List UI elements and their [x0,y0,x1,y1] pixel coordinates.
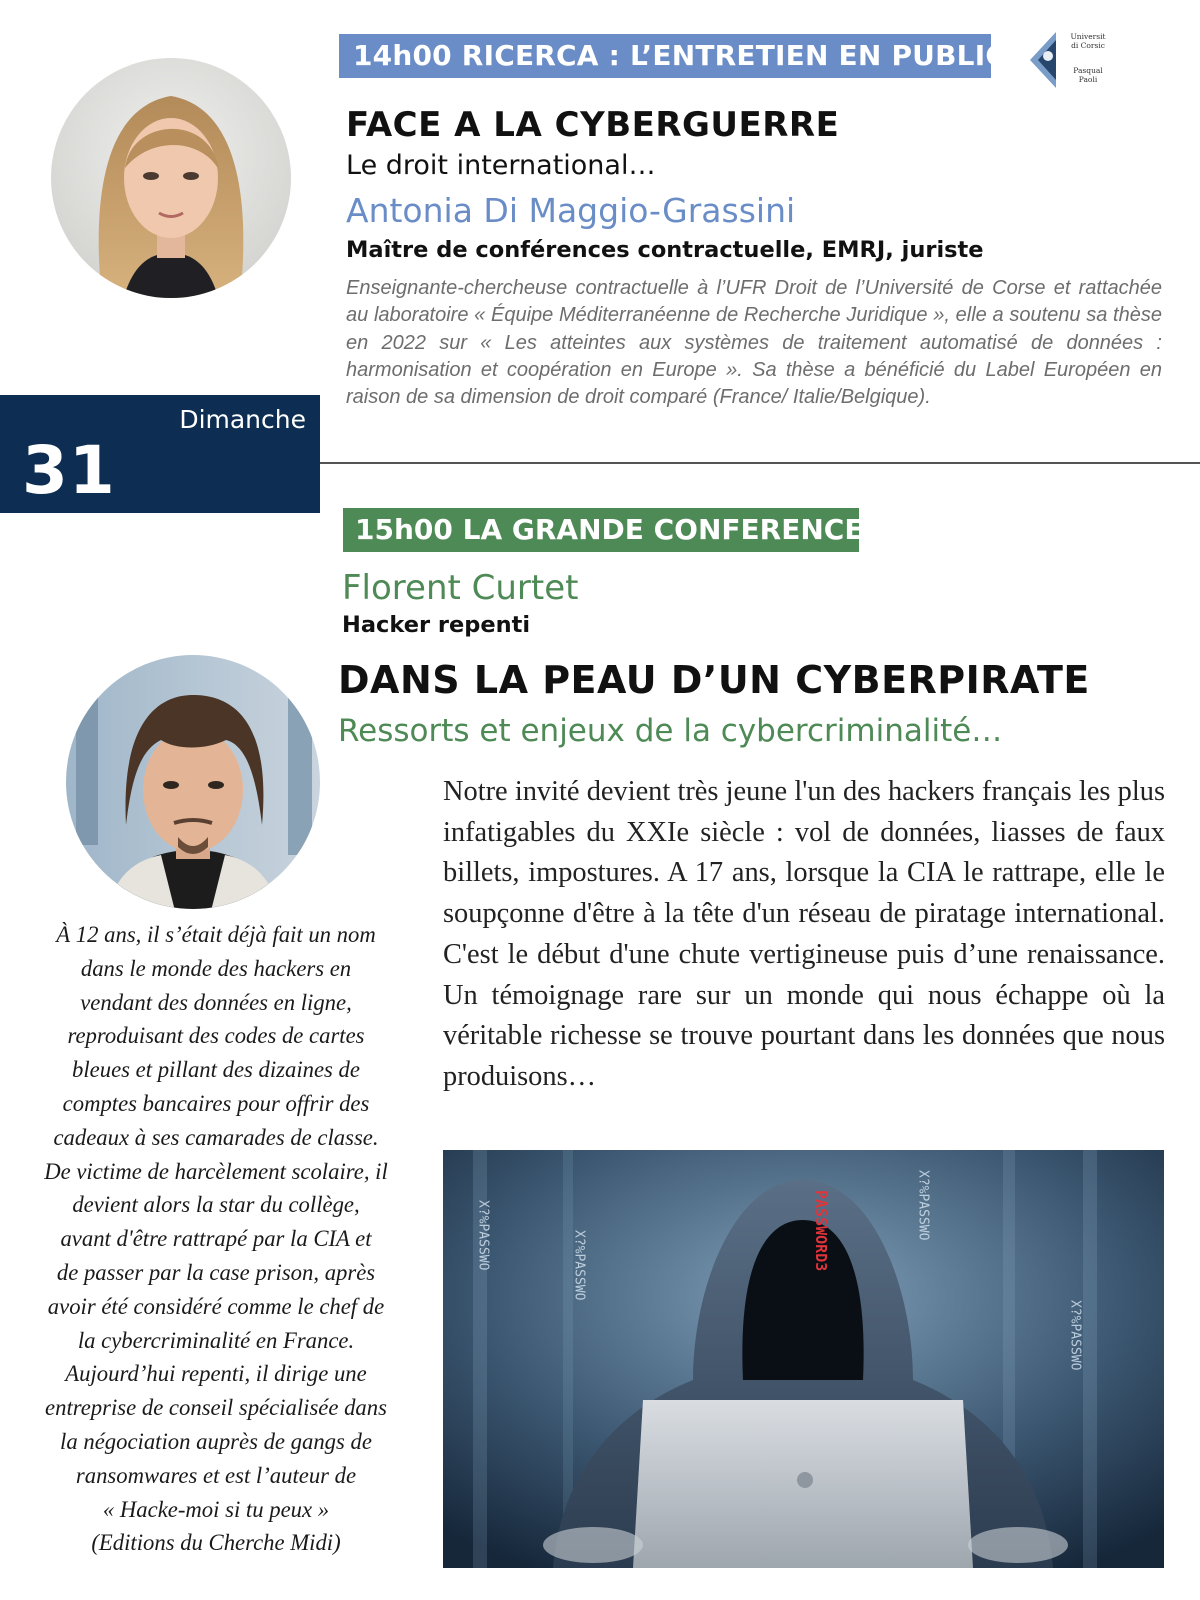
image-column-text: X?%PASSWO [915,1170,931,1241]
university-logo [1028,30,1118,90]
quote-line: avoir été considéré comme le chef de [47,1293,385,1319]
session2-subtitle: Ressorts et enjeux de la cybercriminalité… [338,713,1003,749]
speaker1-portrait [51,58,291,298]
image-column-text: X?%PASSWO [571,1230,587,1301]
quote-line: ransomwares et est l’auteur de [75,1462,357,1488]
logo-line-2: di Corsic [1071,41,1105,50]
quote-line: vendant des données en ligne, [80,989,352,1015]
quote-line: À 12 ans, il s’était déjà fait un nom [56,922,376,947]
image-column-text: X?%PASSWO [475,1200,491,1271]
quote-line: De victime de harcèlement scolaire, il [44,1158,388,1184]
quote-line: comptes bancaires pour offrir des [62,1090,370,1116]
speaker2-quote [16,918,416,1560]
speaker2-role: Hacker repenti [342,612,531,638]
quote-line: Aujourd’hui repenti, il dirige une [65,1361,367,1387]
quote-line: bleues et pillant des dizaines de [72,1057,360,1083]
quote-line: « Hacke-moi si tu peux » [102,1496,330,1522]
quote-line: la négociation auprès de gangs de [60,1428,372,1454]
quote-line: entreprise de conseil spécialisée dans [45,1395,387,1421]
session1-time-tag: 14h00 RICERCA : L’ENTRETIEN EN PUBLIC [339,34,991,78]
image-red-text: PASSWORD3 [812,1190,830,1272]
session1-subtitle: Le droit international… [346,150,656,181]
quote-line: dans le monde des hackers en [80,955,352,981]
quote-line: devient alors la star du collège, [72,1192,360,1218]
session2-time-tag: 15h00 LA GRANDE CONFERENCE [343,508,859,552]
speaker1-role: Maître de conférences contractuelle, EMRJ, juriste [346,237,984,263]
hacker-photo [443,1150,1164,1568]
logo-line-4: Paoli [1078,75,1098,84]
speaker1-name: Antonia Di Maggio-Grassini [346,191,796,230]
section-divider [320,462,1200,464]
speaker2-name: Florent Curtet [342,568,579,608]
speaker2-portrait [66,655,320,909]
event-date-box [0,395,320,581]
quote-line: de passer par la case prison, après [56,1259,376,1285]
quote-line: cadeaux à ses camarades de classe. [53,1124,379,1150]
event-date: 31 mars [22,432,212,581]
session2-title: DANS LA PEAU D’UN CYBERPIRATE [338,658,1090,702]
logo-emblem-icon [1028,32,1058,88]
quote-line: reproduisant des codes de cartes [67,1023,365,1049]
quote-line: (Editions du Cherche Midi) [91,1530,341,1556]
session2-description: Notre invité devient très jeune l'un des hackers français les plus infatigables du XXIe siècle : vol de données, liasses de faux billets, impostures. A 17 ans, lorsque la CIA le rattrape, elle le soupçonne d'être à la tête d'un réseau de piratage international. C'est le début d'une chute vertigineuse puis d’une renaissance. Un témoignage rare sur un monde qui nous échappe où la véritable richesse se trouve pourtant dans les données que nous produisons… [443,776,1165,1092]
quote-line: la cybercriminalité en France. [77,1327,355,1353]
logo-line-3: Pasqual [1073,66,1103,75]
quote-line: avant d'être rattrapé par la CIA et [60,1226,372,1252]
session1-title: FACE A LA CYBERGUERRE [346,105,840,145]
image-column-text: X?%PASSWO [1067,1300,1083,1371]
speaker1-bio: Enseignante-chercheuse contractuelle à l’UFR Droit de l’Université de Corse et rattachée au laboratoire « Équipe Méditerranéenne de Recherche Juridique », elle a soutenu sa thèse en 2022 sur « Les atteintes aux systèmes de traitement automatisé de données : harmonisation et coopération en Europe ». Sa thèse a bénéficié du Label Européen en raison de sa dimension de droit comparé (France/ Italie/Belgique). [346,277,1162,409]
event-day: Dimanche [179,405,306,434]
logo-line-1: Universit [1070,32,1106,41]
